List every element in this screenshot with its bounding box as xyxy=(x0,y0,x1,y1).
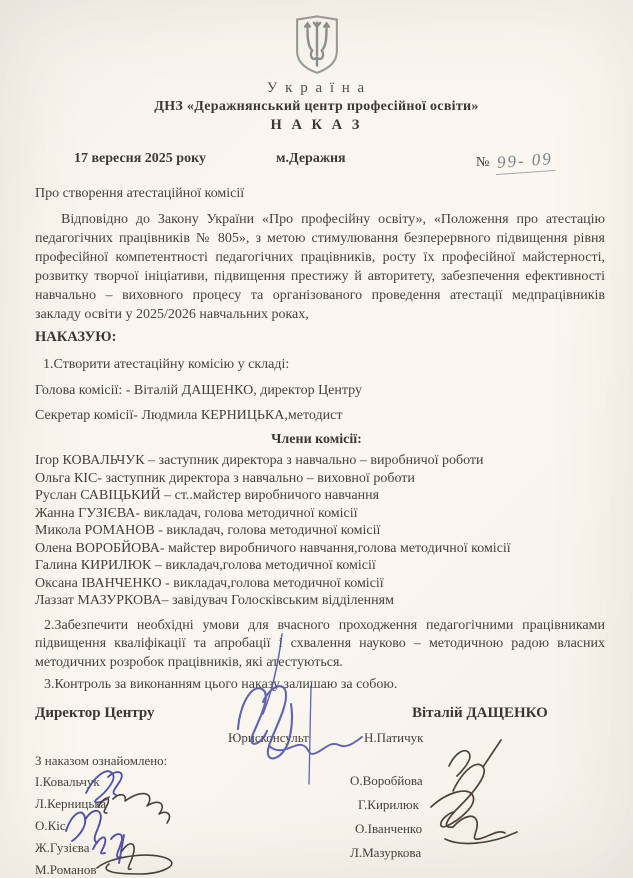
acknowledged-left-column xyxy=(35,771,106,878)
director-name: Віталій ДАЩЕНКО xyxy=(412,705,548,721)
ack-name: О.Воробйова xyxy=(350,773,423,788)
acknowledged-label: З наказом ознайомлено: xyxy=(35,753,168,768)
member-line: Оксана ІВАНЧЕНКО - викладач,голова методичної комісії xyxy=(35,575,384,591)
acknowledgement-columns xyxy=(0,769,633,877)
member-line: Микола РОМАНОВ - викладач, голова методичної комісії xyxy=(35,523,381,538)
ukraine-trident-emblem-icon xyxy=(293,14,341,76)
jurist-row xyxy=(0,730,633,746)
preamble-paragraph: Відповідно до Закону України «Про професійну освіту», «Положення про атестацію педагогічних працівників № 805», з метою стимулювання безперервного підвищення рівня професійної компетентності педагогічних працівників, росту їх професійної майстерності, розвитку творчої ініціативи, підвищення престижу й авторитету, забезпечення ефективності навчально – виховного процесу та організованого проведення атестації медпрацівників закладу освіти у 2025/2026 навчальних роках, xyxy=(35,212,605,322)
jurist-name: Н.Патичук xyxy=(364,730,424,745)
member-line: Руслан САВІЦЬКИЙ – ст..майстер виробничого навчання xyxy=(35,488,380,503)
member-line: Лаззат МАЗУРКОВА– завідувач Голосківським відділенням xyxy=(35,593,394,608)
handwritten-number: 99- 09 xyxy=(495,149,556,175)
document-header xyxy=(0,0,633,134)
ack-name: Ж.Гузієва xyxy=(35,840,90,855)
member-line: Жанна ГУЗІЄВА- викладач, голова методичної комісії xyxy=(35,505,358,521)
country-name: У к р а ї н а xyxy=(266,80,367,96)
ack-name: І.Ковальчук xyxy=(35,774,100,789)
acknowledged-right-column xyxy=(350,769,423,865)
members-list xyxy=(35,452,633,610)
document-date: 17 вересня 2025 року xyxy=(74,151,206,166)
director-position: Директор Центру xyxy=(35,705,155,721)
commission-head-line: Голова комісії: - Віталій ДАЩЕНКО, директор Центру xyxy=(35,383,362,398)
member-line: Галина КИРИЛЮК – викладач,голова методичної комісії xyxy=(35,558,376,573)
number-sign: № xyxy=(476,155,490,170)
order-item-1: 1.Створити атестаційну комісію у складі: xyxy=(43,357,290,372)
ack-name: О.Кіс xyxy=(35,818,66,833)
document-number xyxy=(476,151,555,173)
members-heading: Члени комісії: xyxy=(271,432,362,447)
ack-name: М.Романов xyxy=(35,862,97,877)
commission-secretary-line: Секретар комісії- Людмила КЕРНИЦЬКА,методист xyxy=(35,408,343,423)
document-subject: Про створення атестаційної комісії xyxy=(35,186,245,201)
director-signature-row xyxy=(0,705,633,725)
ack-name: Л.Мазуркова xyxy=(350,845,422,860)
ack-name: Г.Кирилюк xyxy=(358,797,419,812)
ack-name: Л.Керницька xyxy=(35,796,107,811)
order-item-3: 3.Контроль за виконанням цього наказу залишаю за собою. xyxy=(44,677,398,692)
document-city: м.Деражня xyxy=(276,151,346,166)
order-word: НАКАЗУЮ: xyxy=(35,329,117,345)
jurist-label: Юрисконсульт xyxy=(228,730,309,745)
organization-name: ДНЗ «Деражнянський центр професійної освіти» xyxy=(154,99,479,114)
order-item-2: 2.Забезпечити необхідні умови для вчасного проходження педагогічними працівниками підвищення кваліфікації та апробації і схвалення науково – методичною радою власних методичних розробок працівників, які атестуються. xyxy=(35,617,605,670)
member-line: Олена ВОРОБЙОВА- майстер виробничого навчання,голова методичної комісії xyxy=(35,540,511,556)
member-line: Ольга КІС- заступник директора з навчально – виховної роботи xyxy=(35,470,415,486)
member-line: Ігор КОВАЛЬЧУК – заступник директора з навчально – виробничої роботи xyxy=(35,453,484,468)
ack-name: О.Іванченко xyxy=(355,821,423,836)
document-type-title: Н А К А З xyxy=(270,117,363,133)
date-row xyxy=(0,151,633,171)
